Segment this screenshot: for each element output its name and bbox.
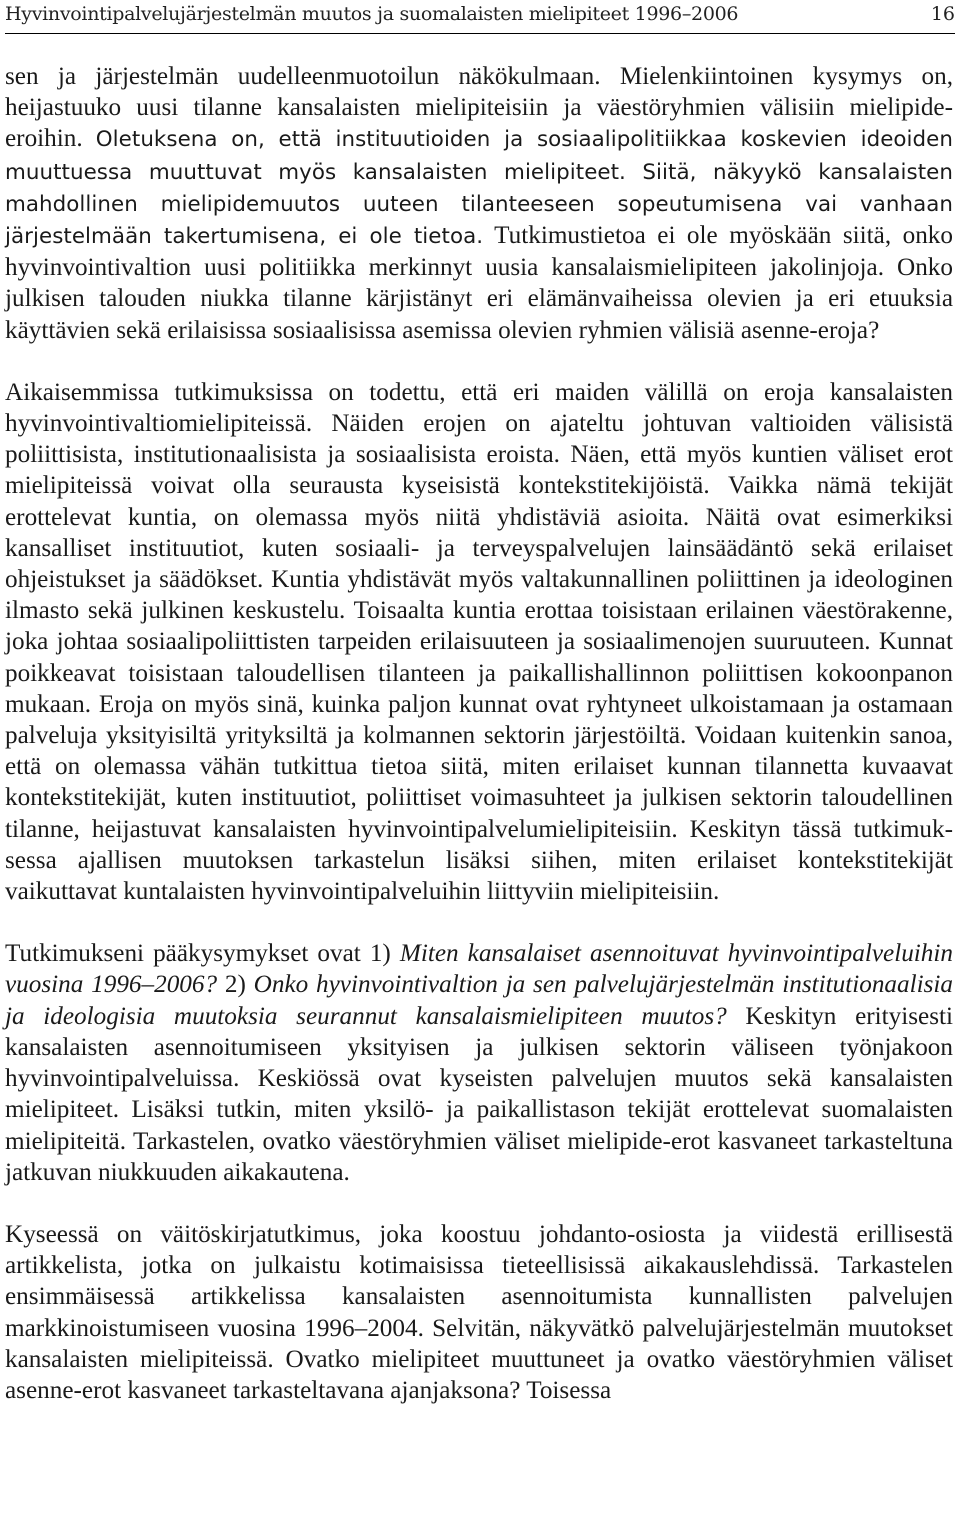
research-question-2: Onko hyvinvointivaltion ja sen palvelujärjestelmän institutionaalisia ja ideologisia muutoksia seurannut kansalaismielipiteen muutos? <box>5 971 954 1030</box>
paragraph-1-tail: Tutkimustietoa ei ole myöskään siitä, onko hyvinvointivaltion uusi politiikka merkinnyt uusia kansalaismielipiteen jakolinjoja. Onko julkisen talouden niukka tilanne kärjistänyt eri elämänvaiheissa olevien ja eri etuuksia käyttävien sekä erilaisissa sosiaalisissa asemissa olevien ryhmien välisiä asenne-eroja? <box>5 222 953 344</box>
body-text <box>5 61 953 1406</box>
paragraph-4: Kyseessä on väitöskirjatutkimus, joka koostuu johdanto-osiosta ja viidestä erillisestä artikkelista, jotka on julkaistu kotimaisissa tieteellisissä aikakauslehdissä. Tarkastelen ensimmäisessä artikkelissa kansalaisten asennoitumista kunnallisten palvelujen markkinoistumiseen vuosina 1996–2004. Selvitän, näkyvätkö palvelujärjestelmän muutokset kansalaisten mielipiteissä. Ovatko mielipiteet muuttuneet ja ovatko väestöryhmien väliset asenne-erot kasvaneet tarkasteltavana ajanjaksona? Toisessa <box>5 1220 953 1404</box>
header-rule <box>5 33 955 34</box>
paragraph-3-intro: Tutkimukseni pääkysymykset ovat 1) <box>5 940 400 968</box>
paragraph-1-lead: sen ja järjestelmän uudelleenmuotoilun näkökulmaan. Mielenkiintoinen kysymys on, heijastuuko uusi tilanne kansalaisten mielipiteisiin ja väestöryhmien välisiin mielipide-eroihin. <box>5 63 953 153</box>
paragraph-3-rest: Keskityn erityisesti kansalaisten asennoitumiseen yksityisen ja julkisen sektorin väliseen työnjakoon hyvinvointipalveluissa. Keskiössä ovat kyseisten palvelujen muutos sekä kansalaisten mielipiteet. Lisäksi tutkin, miten yksilö- ja paikallistason tekijät erottelevat suomalaisten mielipiteitä. Tarkastelen, ovatko väestöryhmien väliset mielipide-erot kasvaneet tarkasteltuna jatkuvan niukkuuden aikakautena. <box>5 1002 954 1186</box>
paragraph-3 <box>5 938 953 1188</box>
running-title: Hyvinvointipalvelujärjestelmän muutos ja suomalaisten mielipiteet 1996–2006 <box>5 3 739 25</box>
paragraph-2: Aikaisemmissa tutkimuksissa on todettu, että eri maiden välillä on eroja kansalaisten hyvinvointivaltiomielipiteissä. Näiden erojen on ajateltu johtuvan valtioiden välisistä poliittisista, institutionaalisista ja sosiaalisista eroista. Näen, että myös kuntien väliset erot mielipiteissä voivat olla seurausta kyseisistä kontekstitekijöistä. Vaikka nämä tekijät erottelevat kuntia, on olemassa myös niitä yhdistäviä asioita. Näitä ovat esimerkiksi kansalliset instituutiot, kuten sosiaali- ja terveyspalvelujen lainsäädäntö sekä erilaiset ohjeistukset ja säädökset. Kuntia yhdistävät myös valtakunnallinen poliittinen ja ideologinen ilmasto sekä julkinen keskustelu. Toisaalta kuntia erottaa toisistaan erilainen väestörakenne, joka johtaa sosiaalipoliittisten tarpeiden erilaisuuteen ja sosiaalimenojen suuruuteen. Kunnat poikkeavat toisistaan taloudellisen tilanteen ja paikallishallinnon poliittisen kokoonpanon mukaan. Eroja on myös sinä, kuinka paljon kunnat ovat ryhtyneet ulkoistamaan ja ostamaan palveluja yksityisiltä yrityksiltä ja kolmannen sektorin järjestöiltä. Voidaan kuitenkin sanoa, että on olemassa vähän tutkittua tietoa siitä, miten erilaiset kunnan tilannetta kuvaavat kontekstitekijät, kuten instituutiot, poliittiset voimasuhteet ja julkisen sektorin taloudellinen tilanne, heijastuvat kansalaisten hyvinvointipalvelumielipiteisiin. Keskityn tässä tutkimuksessa ajallisen muutoksen tarkastelun lisäksi siihen, miten erilaiset kontekstitekijät vaikuttavat kuntalaisten hyvinvointipalveluihin liittyviin mielipiteisiin. <box>5 378 953 906</box>
paragraph-3-between: 2) <box>217 971 254 999</box>
paragraph-1 <box>5 61 953 346</box>
page-header <box>5 0 955 32</box>
paragraph-1-sans-passage: Oletuksena on, että instituutioiden ja sosiaalipolitiikkaa koskevien ideoiden muuttuessa muuttuvat myös kansalaisten mielipiteet. Siitä, näkyykö kansalaisten mahdollinen mielipidemuutos uuteen tilanteeseen sopeutumisena vai vanhaan järjestelmään takertumisena, ei ole tietoa. <box>5 127 953 250</box>
page-number: 16 <box>930 3 955 25</box>
research-question-1: Miten kansalaiset asennoituvat hyvinvointipalveluihin vuosina 1996–2006? <box>5 940 953 999</box>
